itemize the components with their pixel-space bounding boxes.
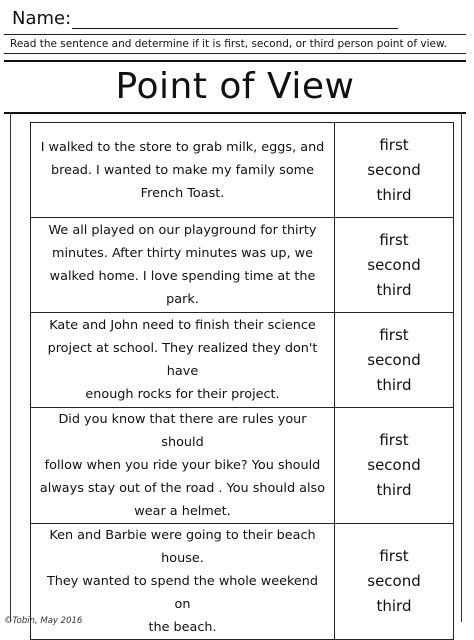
question-sentence	[31, 313, 335, 408]
choice-third[interactable]: third	[376, 597, 412, 615]
answer-choices	[335, 218, 454, 313]
instructions-box	[4, 34, 466, 54]
choice-second[interactable]: second	[367, 572, 421, 590]
question-row	[31, 524, 454, 640]
question-sentence	[31, 218, 335, 313]
choice-third[interactable]: third	[376, 375, 412, 394]
question-row	[31, 123, 454, 218]
name-row	[6, 8, 462, 30]
question-sentence	[31, 123, 335, 218]
name-label: Name:	[12, 8, 72, 29]
sentence-line: French Toast.	[140, 185, 225, 201]
questions-table	[30, 122, 454, 640]
choice-third[interactable]: third	[376, 185, 412, 204]
question-row	[31, 313, 454, 408]
choice-second[interactable]: second	[367, 160, 421, 179]
sentence-line: the beach.	[148, 620, 217, 635]
sentence-line: project at school. They realized they don't have	[47, 341, 318, 379]
copyright-credit: ©Tobin, May 2016	[4, 616, 83, 626]
sentence-line: I walked to the store to grab milk, eggs, and	[40, 139, 325, 155]
question-row	[31, 218, 454, 313]
page-title: Point of View	[115, 66, 355, 107]
choice-second[interactable]: second	[367, 255, 421, 274]
title-box	[4, 60, 466, 114]
answer-choices	[335, 313, 454, 408]
sentence-line: enough rocks for their project.	[85, 387, 280, 402]
sentence-line: Kate and John need to finish their science	[49, 318, 316, 333]
sentence-line: They wanted to spend the whole weekend on	[46, 574, 319, 612]
sentence-line: follow when you ride your bike? You should	[44, 458, 321, 473]
choice-first[interactable]: first	[379, 547, 409, 565]
sentence-line: wear a helmet.	[134, 504, 231, 519]
choice-second[interactable]: second	[367, 350, 421, 369]
sentence-line: walked home. I love spending time at the park.	[49, 269, 316, 307]
sentence-line: Did you know that there are rules your should	[58, 412, 307, 450]
choice-third[interactable]: third	[376, 280, 412, 299]
answer-choices	[335, 408, 454, 524]
instructions-text: Read the sentence and determine if it is first, second, or third person point of view.	[10, 38, 447, 50]
choice-first[interactable]: first	[379, 325, 409, 344]
question-sentence	[31, 408, 335, 524]
sentence-line: We all played on our playground for thirty	[48, 223, 317, 238]
answer-choices	[335, 524, 454, 640]
choice-third[interactable]: third	[376, 481, 412, 499]
choice-second[interactable]: second	[367, 456, 421, 474]
sentence-line: bread. I wanted to make my family some	[50, 162, 315, 178]
sentence-line: minutes. After thirty minutes was up, we	[52, 246, 313, 261]
answer-choices	[335, 123, 454, 218]
choice-first[interactable]: first	[379, 431, 409, 449]
name-input-line[interactable]	[72, 28, 398, 29]
choice-first[interactable]: first	[379, 230, 409, 249]
sentence-line: always stay out of the road . You should also	[39, 481, 326, 496]
choice-first[interactable]: first	[379, 135, 409, 154]
sentence-line: Ken and Barbie were going to their beach house.	[49, 528, 316, 566]
question-row	[31, 408, 454, 524]
